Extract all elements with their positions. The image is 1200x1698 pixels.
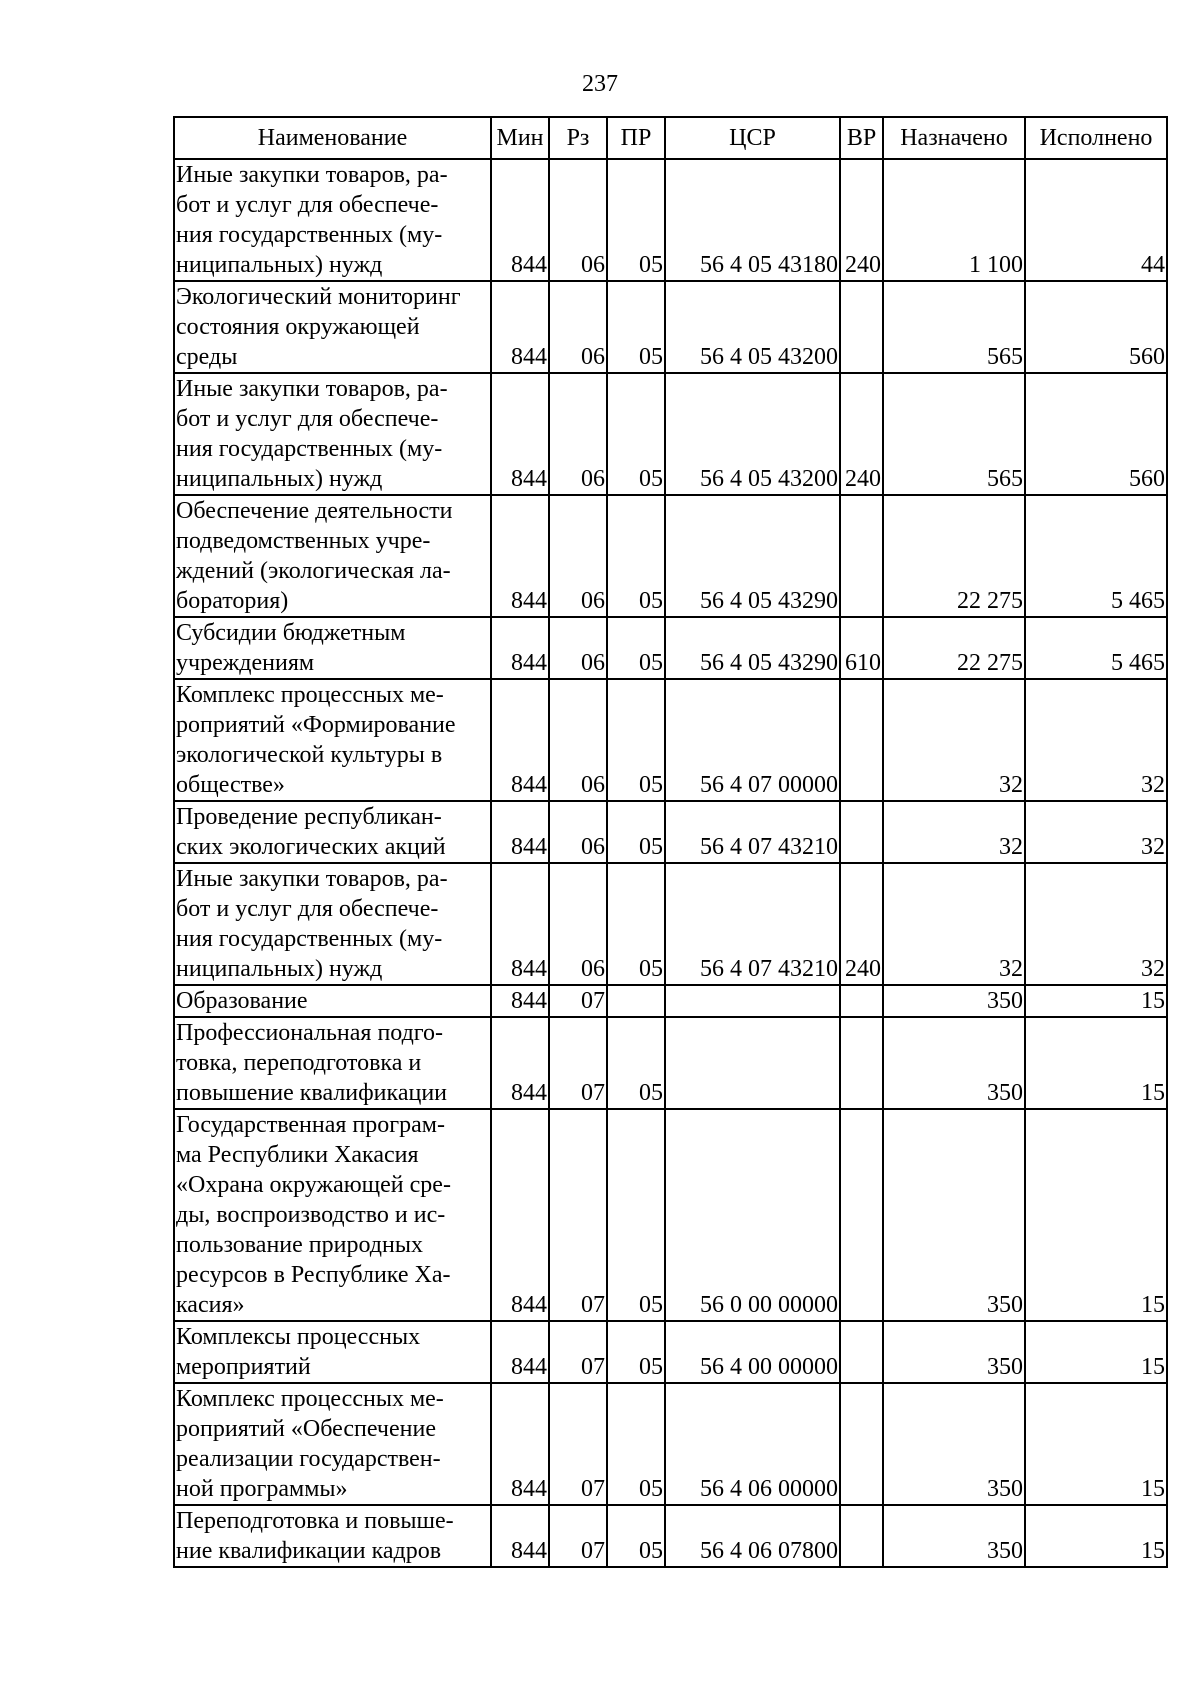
cell-min: 844 [491,1321,549,1383]
cell-csr: 56 4 05 43290 [665,495,840,617]
cell-csr [665,1017,840,1109]
cell-assigned: 1 100 [883,159,1025,281]
cell-executed: 560 [1025,281,1167,373]
header-pr: ПР [607,117,665,159]
name-line: Государственная програм- [176,1112,445,1138]
cell-min: 844 [491,1017,549,1109]
table-header-row [174,117,1167,159]
cell-executed: 15 [1025,1017,1167,1109]
cell-name [174,495,491,617]
cell-name [174,159,491,281]
cell-executed: 44 [1025,159,1167,281]
name-line: Иные закупки товаров, ра- [176,162,448,188]
cell-csr [665,985,840,1017]
table-row [174,495,1167,617]
budget-table [173,116,1168,1568]
name-line: ниципальных) нужд [176,252,383,278]
name-line: Комплекс процессных ме- [176,682,444,708]
cell-pr [607,985,665,1017]
cell-csr: 56 4 05 43200 [665,373,840,495]
cell-rz: 07 [549,985,607,1017]
table-row [174,281,1167,373]
table-row [174,985,1167,1017]
cell-min: 844 [491,863,549,985]
cell-pr: 05 [607,1321,665,1383]
table-row [174,617,1167,679]
name-line: пользование природных [176,1232,423,1258]
cell-pr: 05 [607,281,665,373]
cell-name [174,985,491,1017]
cell-assigned: 32 [883,801,1025,863]
cell-vr [840,1321,883,1383]
cell-min: 844 [491,617,549,679]
cell-name [174,863,491,985]
table-row [174,1321,1167,1383]
cell-pr: 05 [607,679,665,801]
cell-rz: 07 [549,1383,607,1505]
cell-csr: 56 4 07 43210 [665,801,840,863]
page-number: 237 [582,71,618,97]
cell-name [174,1505,491,1567]
cell-csr: 56 4 05 43290 [665,617,840,679]
name-line: ние квалификации кадров [176,1538,442,1564]
cell-rz: 06 [549,617,607,679]
cell-csr: 56 4 05 43180 [665,159,840,281]
cell-executed: 15 [1025,1505,1167,1567]
cell-executed: 5 465 [1025,495,1167,617]
cell-min: 844 [491,1505,549,1567]
name-line: повышение квалификации [176,1080,448,1106]
cell-pr: 05 [607,159,665,281]
table-row [174,801,1167,863]
name-line: Профессиональная подго- [176,1020,444,1046]
name-line: Переподготовка и повыше- [176,1508,454,1534]
name-line: ния государственных (му- [176,926,443,952]
cell-executed: 5 465 [1025,617,1167,679]
cell-pr: 05 [607,373,665,495]
cell-vr [840,495,883,617]
name-line: Комплексы процессных [176,1324,421,1350]
cell-vr [840,1017,883,1109]
cell-min: 844 [491,679,549,801]
cell-vr: 240 [840,863,883,985]
table-row [174,373,1167,495]
name-line: ной программы» [176,1476,348,1502]
table-row [174,159,1167,281]
table-row [174,1109,1167,1321]
name-line: бот и услуг для обеспече- [176,896,439,922]
table-body [174,159,1167,1567]
cell-vr [840,801,883,863]
cell-vr [840,1505,883,1567]
cell-rz: 06 [549,495,607,617]
name-line: обществе» [176,772,285,798]
cell-csr: 56 4 00 00000 [665,1321,840,1383]
cell-min: 844 [491,985,549,1017]
name-line: «Охрана окружающей сре- [176,1172,451,1198]
name-line: Проведение республикан- [176,804,442,830]
cell-rz: 06 [549,801,607,863]
cell-pr: 05 [607,1017,665,1109]
cell-name [174,1109,491,1321]
header-min: Мин [491,117,549,159]
cell-rz: 06 [549,863,607,985]
cell-executed: 15 [1025,1321,1167,1383]
cell-name [174,373,491,495]
cell-pr: 05 [607,1109,665,1321]
cell-vr [840,679,883,801]
cell-csr: 56 4 07 00000 [665,679,840,801]
cell-pr: 05 [607,1383,665,1505]
cell-min: 844 [491,1383,549,1505]
cell-assigned: 32 [883,679,1025,801]
name-line: товка, переподготовка и [176,1050,422,1076]
header-vr: ВР [840,117,883,159]
header-name: Наименование [174,117,491,159]
name-line: среды [176,344,238,370]
cell-name [174,679,491,801]
name-line: Обеспечение деятельности [176,498,453,524]
table-row [174,1505,1167,1567]
name-line: Иные закупки товаров, ра- [176,866,448,892]
header-csr: ЦСР [665,117,840,159]
name-line: ды, воспроизводство и ис- [176,1202,446,1228]
name-line: роприятий «Формирование [176,712,456,738]
cell-assigned: 565 [883,373,1025,495]
cell-assigned: 32 [883,863,1025,985]
name-line: ресурсов в Республике Ха- [176,1262,451,1288]
cell-pr: 05 [607,801,665,863]
cell-assigned: 22 275 [883,495,1025,617]
name-line: бот и услуг для обеспече- [176,192,439,218]
name-line: ния государственных (му- [176,436,443,462]
table-row [174,863,1167,985]
name-line: реализации государствен- [176,1446,441,1472]
cell-rz: 06 [549,679,607,801]
cell-pr: 05 [607,863,665,985]
cell-csr: 56 4 05 43200 [665,281,840,373]
name-line: Экологический мониторинг [176,284,461,310]
name-line: ждений (экологическая ла- [176,558,451,584]
cell-csr: 56 4 06 07800 [665,1505,840,1567]
name-line: ниципальных) нужд [176,956,383,982]
header-assigned: Назначено [883,117,1025,159]
name-line: ниципальных) нужд [176,466,383,492]
cell-assigned: 350 [883,1321,1025,1383]
cell-assigned: 350 [883,1383,1025,1505]
cell-executed: 32 [1025,863,1167,985]
name-line: ния государственных (му- [176,222,443,248]
name-line: ма Республики Хакасия [176,1142,419,1168]
cell-assigned: 565 [883,281,1025,373]
cell-vr: 240 [840,159,883,281]
cell-name [174,281,491,373]
cell-rz: 06 [549,373,607,495]
name-line: касия» [176,1292,245,1318]
cell-executed: 15 [1025,985,1167,1017]
cell-executed: 32 [1025,801,1167,863]
name-line: подведомственных учре- [176,528,431,554]
cell-executed: 15 [1025,1109,1167,1321]
cell-assigned: 350 [883,985,1025,1017]
cell-assigned: 350 [883,1017,1025,1109]
cell-pr: 05 [607,617,665,679]
name-line: Образование [176,988,308,1014]
name-line: роприятий «Обеспечение [176,1416,436,1442]
name-line: Комплекс процессных ме- [176,1386,444,1412]
name-line: экологической культуры в [176,742,443,768]
cell-executed: 15 [1025,1383,1167,1505]
cell-vr [840,1383,883,1505]
cell-min: 844 [491,281,549,373]
cell-executed: 560 [1025,373,1167,495]
cell-csr: 56 4 06 00000 [665,1383,840,1505]
cell-rz: 07 [549,1017,607,1109]
cell-vr: 610 [840,617,883,679]
cell-name [174,617,491,679]
cell-min: 844 [491,159,549,281]
name-line: Иные закупки товаров, ра- [176,376,448,402]
cell-name [174,1017,491,1109]
cell-assigned: 22 275 [883,617,1025,679]
cell-vr: 240 [840,373,883,495]
cell-assigned: 350 [883,1505,1025,1567]
cell-rz: 06 [549,281,607,373]
cell-name [174,1321,491,1383]
cell-rz: 07 [549,1321,607,1383]
cell-executed: 32 [1025,679,1167,801]
table-row [174,1017,1167,1109]
cell-rz: 07 [549,1505,607,1567]
cell-vr [840,985,883,1017]
name-line: ских экологических акций [176,834,446,860]
table-row [174,1383,1167,1505]
cell-rz: 07 [549,1109,607,1321]
cell-rz: 06 [549,159,607,281]
name-line: бот и услуг для обеспече- [176,406,439,432]
cell-csr: 56 0 00 00000 [665,1109,840,1321]
header-executed: Исполнено [1025,117,1167,159]
cell-min: 844 [491,495,549,617]
cell-csr: 56 4 07 43210 [665,863,840,985]
cell-vr [840,1109,883,1321]
name-line: состояния окружающей [176,314,420,340]
name-line: мероприятий [176,1354,311,1380]
cell-pr: 05 [607,495,665,617]
cell-vr [840,281,883,373]
header-rz: Рз [549,117,607,159]
cell-pr: 05 [607,1505,665,1567]
name-line: Субсидии бюджетным [176,620,406,646]
name-line: учреждениям [176,650,315,676]
cell-name [174,1383,491,1505]
cell-assigned: 350 [883,1109,1025,1321]
name-line: боратория) [176,588,289,614]
cell-min: 844 [491,1109,549,1321]
cell-min: 844 [491,373,549,495]
cell-min: 844 [491,801,549,863]
table-row [174,679,1167,801]
cell-name [174,801,491,863]
